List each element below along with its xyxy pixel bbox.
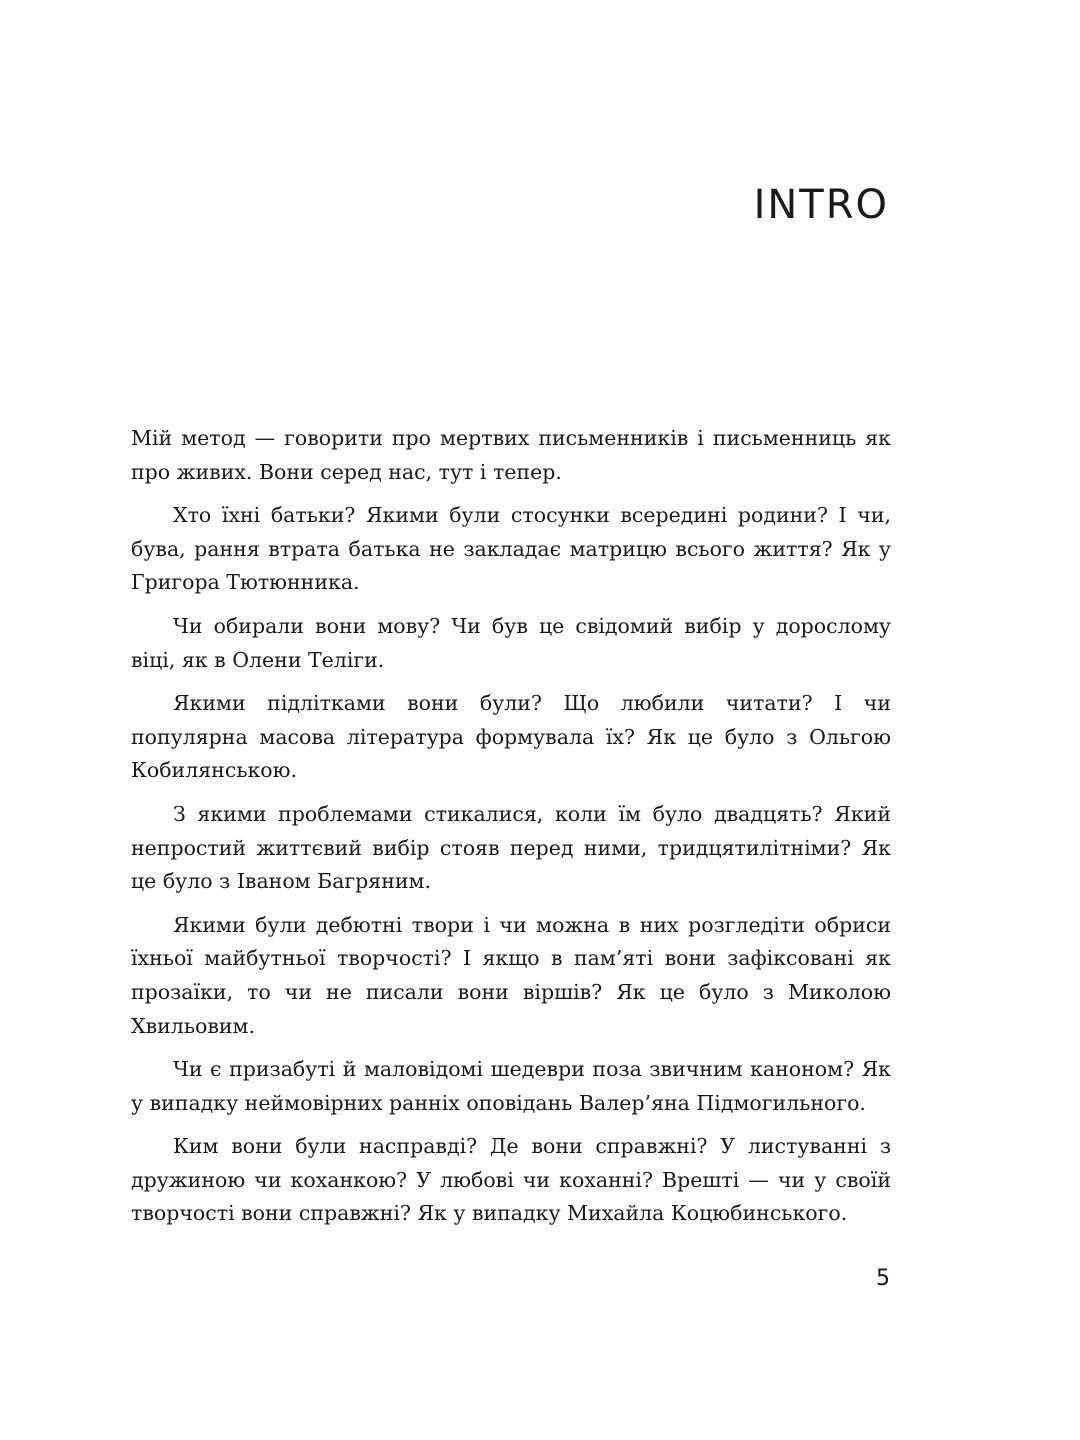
paragraph: Чи обирали вони мову? Чи був це свідомий вибір у дорослому віці, як в Олени Теліги. (131, 613, 891, 672)
body-text (131, 422, 891, 1241)
paragraph: З якими проблемами стикалися, коли їм було двадцять? Який непростий життєвий вибір стояв перед ними, тридцятилітніми? Як це було з Іваном Багряним. (131, 801, 891, 894)
paragraph: Хто їхні батьки? Якими були стосунки всередині родини? І чи, бува, рання втрата батька не закладає матрицю всього життя? Як у Григора Тютюнника. (131, 503, 891, 595)
paragraph: Ким вони були насправді? Де вони справжні? У листуванні з дружиною чи коханкою? У любові чи коханні? Врешті — чи у своїй творчості вони справжні? Як у випадку Михайла Коцюбинського. (131, 1134, 891, 1226)
paragraph: Якими підлітками вони були? Що любили читати? І чи популярна масова література формувала їх? Як це було з Ольгою Кобилянською. (131, 691, 891, 783)
paragraph: Якими були дебютні твори і чи можна в них розгледіти обриси їхньої майбутньої творчості? І якщо в пам’яті вони зафіксовані як прозаїки, то чи не писали вони віршів? Як це було з Миколою Хвильовим. (131, 912, 891, 1038)
paragraph: Мій метод — говорити про мертвих письменників і письменниць як про живих. Вони серед нас, тут і тепер. (131, 426, 891, 484)
chapter-title: INTRO (753, 182, 889, 228)
page-number: 5 (876, 1266, 890, 1291)
paragraph: Чи є призабуті й маловідомі шедеври поза звичним каноном? Як у випадку неймовірних ранніх оповідань Валер’яна Підмогильного. (131, 1057, 891, 1115)
